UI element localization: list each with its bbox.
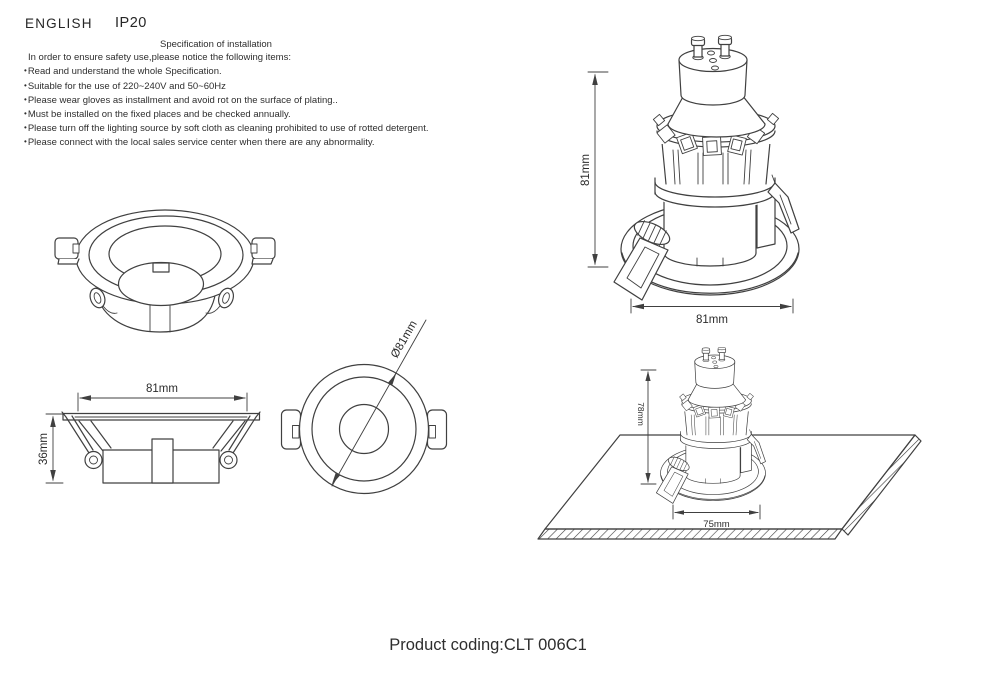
gu10-pin-right bbox=[719, 35, 732, 58]
side-height-label: 36mm bbox=[38, 433, 50, 465]
spec-item-text: Please connect with the local sales service center when there are any abnormality. bbox=[27, 137, 375, 149]
spec-item-text: Must be installed on the fixed places and be checked annually. bbox=[27, 109, 291, 121]
spec-item bbox=[24, 121, 524, 135]
front-diameter-label: Ø81mm bbox=[388, 318, 420, 361]
lamp-assembly bbox=[614, 35, 799, 300]
gu10-pin-left bbox=[692, 36, 705, 59]
bullet: • bbox=[24, 66, 27, 76]
spec-item-text: Please wear gloves as installment and avoid rot on the surface of plating.. bbox=[27, 94, 338, 106]
side-tab-left bbox=[55, 238, 79, 264]
language-label: ENGLISH bbox=[25, 16, 93, 31]
assembly-width-label: 81mm bbox=[696, 314, 728, 326]
side-section-drawing bbox=[28, 378, 273, 510]
width-dimension bbox=[631, 299, 793, 326]
height-dimension bbox=[580, 72, 608, 267]
perspective-trim-ring-drawing bbox=[40, 198, 285, 348]
spec-block bbox=[24, 38, 524, 150]
width-dimension bbox=[78, 383, 247, 411]
assembly-height-label: 81mm bbox=[580, 154, 592, 186]
spec-item bbox=[24, 93, 524, 107]
spec-intro: In order to ensure safety use,please notice the following items: bbox=[28, 52, 291, 64]
front-view-drawing bbox=[276, 302, 456, 507]
install-height-label: 78mm bbox=[636, 402, 646, 426]
bullet: • bbox=[24, 80, 27, 90]
bullet: • bbox=[24, 137, 27, 147]
bulb-cap bbox=[679, 49, 747, 106]
spec-item bbox=[24, 135, 524, 149]
assembly-drawing bbox=[573, 34, 808, 334]
product-coding: Product coding:CLT 006C1 bbox=[389, 636, 587, 654]
ring-body bbox=[76, 210, 254, 332]
bullet: • bbox=[24, 94, 27, 104]
lamp-assembly-small bbox=[656, 347, 765, 503]
spec-item bbox=[24, 79, 524, 93]
spec-item-text: Please turn off the lighting source by soft cloth as cleaning prohibited to use of rotted detergent. bbox=[27, 123, 429, 135]
installation-drawing bbox=[533, 343, 933, 545]
bullet: • bbox=[24, 123, 27, 133]
side-tab-right bbox=[251, 238, 275, 264]
ip-rating-label: IP20 bbox=[115, 15, 147, 31]
install-cutout-label: 75mm bbox=[703, 519, 730, 530]
lamp-holder-notch bbox=[153, 263, 169, 272]
spec-item bbox=[24, 107, 524, 121]
side-width-label: 81mm bbox=[146, 383, 178, 395]
spec-item bbox=[24, 64, 524, 78]
bullet: • bbox=[24, 109, 27, 119]
spec-item-text: Read and understand the whole Specification. bbox=[27, 66, 222, 78]
spec-title: Specification of installation bbox=[160, 39, 272, 50]
height-dimension bbox=[38, 414, 63, 483]
spec-item-text: Suitable for the use of 220~240V and 50~60Hz bbox=[27, 80, 226, 92]
